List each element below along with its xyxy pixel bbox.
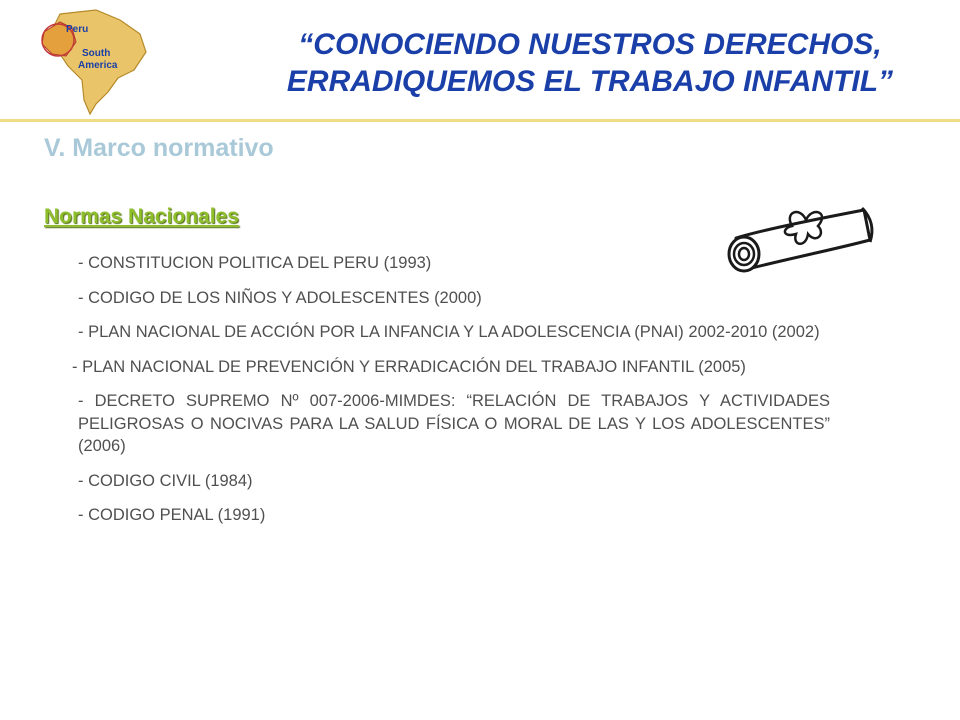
list-item: - PLAN NACIONAL DE ACCIÓN POR LA INFANCIA Y LA ADOLESCENCIA (PNAI) 2002-2010 (2002) bbox=[78, 323, 820, 341]
logo-text-america: America bbox=[78, 60, 118, 71]
header-divider bbox=[0, 119, 960, 122]
list-item: - DECRETO SUPREMO Nº 007-2006-MIMDES: “RELACIÓN DE TRABAJOS Y ACTIVIDADES PELIGROSAS O NOCIVAS PARA LA SALUD FÍSICA O MORAL DE LAS Y LOS ADOLESCENTES” (2006) bbox=[78, 392, 830, 455]
section-title: V. Marco normativo bbox=[44, 134, 274, 162]
page-title bbox=[240, 26, 940, 100]
logo-text-peru: Peru bbox=[66, 24, 89, 35]
list-item: - CODIGO DE LOS NIÑOS Y ADOLESCENTES (2000) bbox=[78, 288, 482, 307]
list-item: - CODIGO CIVIL (1984) bbox=[78, 471, 253, 490]
list-item: - CODIGO PENAL (1991) bbox=[78, 506, 266, 524]
list-item: - CONSTITUCION POLITICA DEL PERU (1993) bbox=[78, 254, 432, 272]
subsection-title: Normas Nacionales bbox=[44, 205, 239, 228]
title-line-2: ERRADIQUEMOS EL TRABAJO INFANTIL” bbox=[286, 65, 894, 98]
logo-text-south: South bbox=[82, 48, 111, 59]
south-america-map-logo bbox=[38, 8, 150, 116]
list-item: - PLAN NACIONAL DE PREVENCIÓN Y ERRADICACIÓN DEL TRABAJO INFANTIL (2005) bbox=[72, 357, 746, 376]
title-line-1: “CONOCIENDO NUESTROS DERECHOS, bbox=[298, 28, 882, 61]
norms-list bbox=[72, 252, 830, 539]
